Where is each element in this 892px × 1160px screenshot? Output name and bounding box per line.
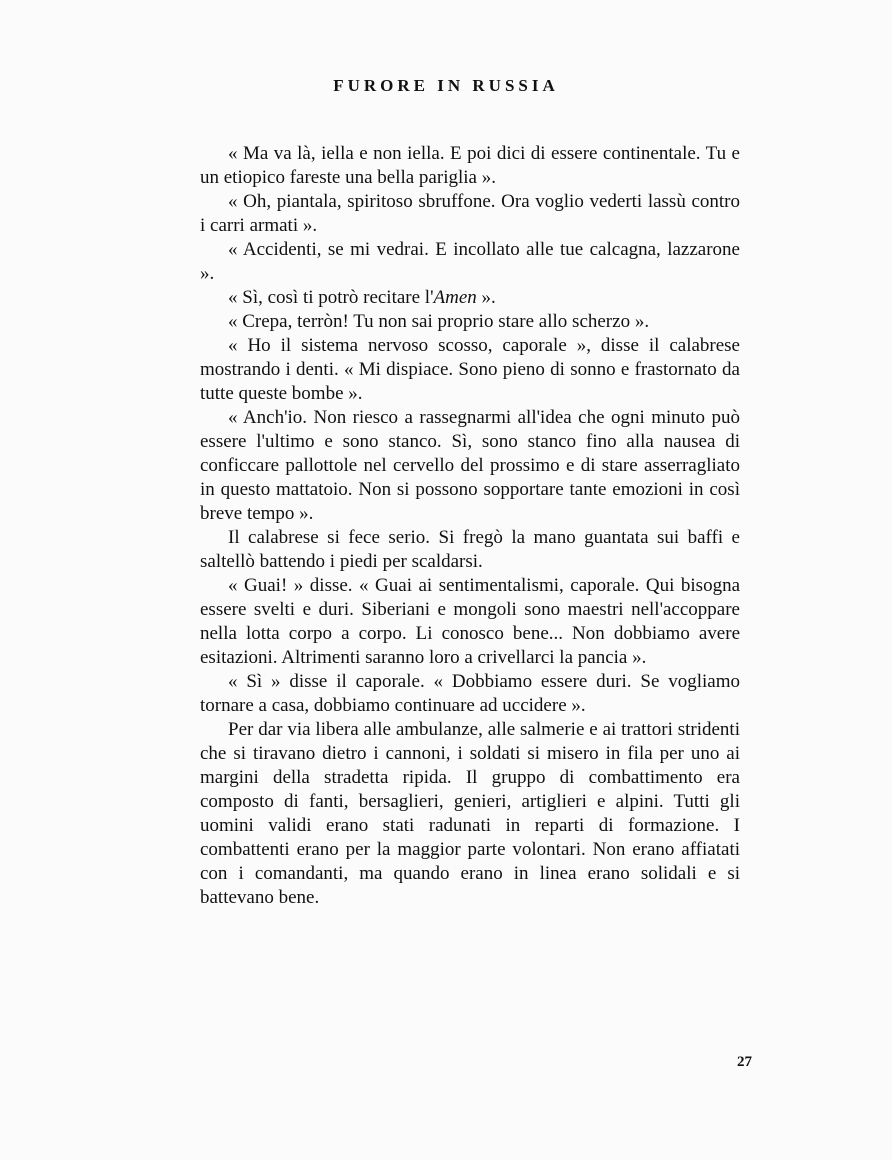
emphasis: Amen	[433, 287, 477, 308]
paragraph: « Accidenti, se mi vedrai. E incollato alle tue calcagna, lazzarone ».	[200, 239, 740, 284]
paragraph: « Ho il sistema nervoso scosso, caporale », disse il calabrese mostrando i denti. « Mi dispiace. Sono pieno di sonno e frastornato da tutte queste bombe ».	[200, 335, 740, 404]
page-number: 27	[737, 1054, 752, 1070]
paragraph: « Anch'io. Non riesco a rassegnarmi all'idea che ogni minuto può essere l'ultimo e sono stanco. Sì, sono stanco fino alla nausea di conficcare pallottole nel cervello del prossimo e di stare asserragliato in questo mattatoio. Non si possono sopportare tante emozioni in così breve tempo ».	[200, 407, 740, 524]
paragraph: « Ma va là, iella e non iella. E poi dici di essere continentale. Tu e un etiopico fareste una bella pariglia ».	[200, 143, 740, 188]
running-header: FURORE IN RUSSIA	[333, 76, 559, 95]
paragraph: « Oh, piantala, spiritoso sbruffone. Ora voglio vederti lassù contro i carri armati ».	[200, 191, 740, 236]
paragraph: Il calabrese si fece serio. Si fregò la mano guantata sui baffi e saltellò battendo i piedi per scaldarsi.	[200, 527, 740, 572]
paragraph: « Sì » disse il caporale. « Dobbiamo essere duri. Se vogliamo tornare a casa, dobbiamo continuare ad uccidere ».	[200, 671, 740, 716]
paragraph: Per dar via libera alle ambulanze, alle salmerie e ai trattori stridenti che si tiravano dietro i cannoni, i soldati si misero in fila per uno ai margini della stradetta ripida. Il gruppo di combattimento era composto di fanti, bersaglieri, genieri, artiglieri e alpini. Tutti gli uomini validi erano stati radunati in reparti di formazione. I combattenti erano per la maggior parte volontari. Non erano affiatati con i comandanti, ma quando erano in linea erano solidali e si battevano bene.	[200, 719, 740, 908]
paragraph: « Guai! » disse. « Guai ai sentimentalismi, caporale. Qui bisogna essere svelti e duri. Siberiani e mongoli sono maestri nell'accoppare nella lotta corpo a corpo. Li conosco bene... Non dobbiamo avere esitazioni. Altrimenti saranno loro a crivellarci la pancia ».	[200, 575, 740, 668]
paragraph: « Sì, così ti potrò recitare l'Amen ».	[228, 287, 496, 308]
body-text	[200, 142, 740, 910]
paragraph: « Crepa, terròn! Tu non sai proprio stare allo scherzo ».	[228, 311, 650, 332]
